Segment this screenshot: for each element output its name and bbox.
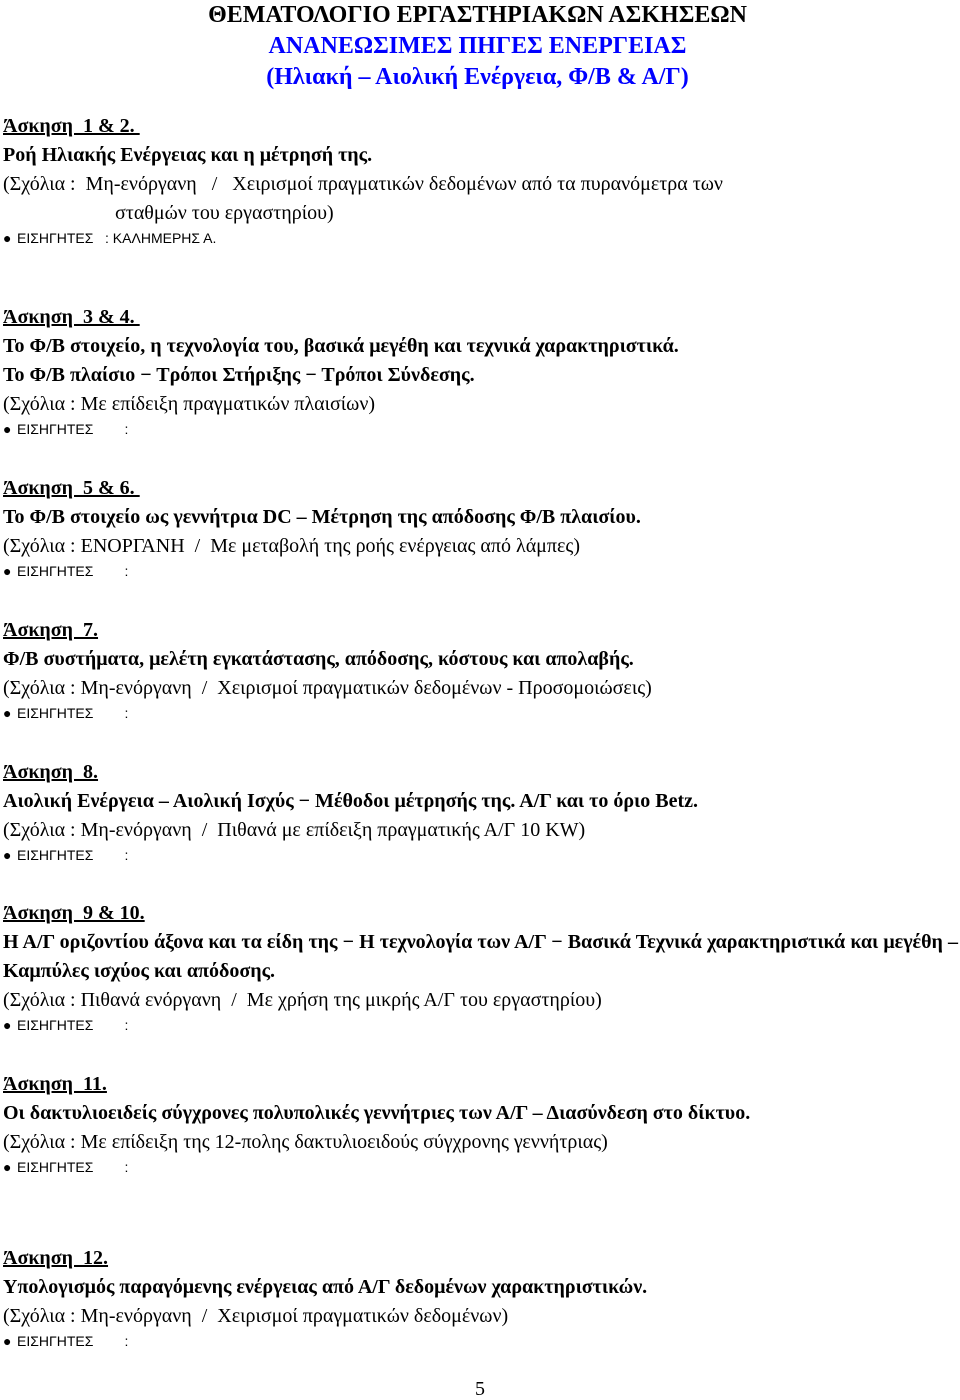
exercise-title: Αιολική Ενέργεια – Αιολική Ισχύς − Μέθοδοι μέτρησής της. Α/Γ και το όριο Betz. xyxy=(3,790,698,812)
instructor-line xyxy=(3,229,958,247)
page-number: 5 xyxy=(475,1378,485,1400)
instructor-line xyxy=(3,562,958,580)
exercise-section xyxy=(3,474,958,580)
exercise-section xyxy=(3,112,958,247)
instructor-label: ΕΙΣΗΓΗΤΕΣ : ΚΑΛΗΜΕΡΗΣ Α. xyxy=(17,230,217,246)
exercise-section xyxy=(3,303,958,438)
instructor-label: ΕΙΣΗΓΗΤΕΣ : xyxy=(17,705,129,721)
instructor-line xyxy=(3,846,958,864)
exercise-heading: Άσκηση 5 & 6. xyxy=(3,477,140,499)
instructor-label: ΕΙΣΗΓΗΤΕΣ : xyxy=(17,1159,129,1175)
instructor-label: ΕΙΣΗΓΗΤΕΣ : xyxy=(17,847,129,863)
exercise-heading: Άσκηση 12. xyxy=(3,1247,109,1269)
document-title xyxy=(0,0,960,93)
title-line-2: ΑΝΑΝΕΩΣΙΜΕΣ ΠΗΓΕΣ ΕΝΕΡΓΕΙΑΣ xyxy=(268,33,687,59)
exercise-title: Υπολογισμός παραγόμενης ενέργειας από Α/Γ δεδομένων χαρακτηριστικών. xyxy=(3,1276,648,1298)
exercise-comment: (Σχόλια : Μη-ενόργανη / Πιθανά με επίδειξη πραγματικής Α/Γ 10 KW) xyxy=(3,819,586,841)
exercise-title: Ροή Ηλιακής Ενέργειας και η μέτρησή της. xyxy=(3,144,373,166)
title-line-1: ΘΕΜΑΤΟΛΟΓΙΟ ΕΡΓΑΣΤΗΡΙΑΚΩΝ ΑΣΚΗΣΕΩΝ xyxy=(208,2,747,28)
bullet-icon: ● xyxy=(3,230,12,246)
instructor-line xyxy=(3,704,958,722)
exercise-section xyxy=(3,899,958,1034)
exercise-heading: Άσκηση 9 & 10. xyxy=(3,902,145,924)
exercise-comment: (Σχόλια : Πιθανά ενόργανη / Με χρήση της μικρής Α/Γ του εργαστηρίου) xyxy=(3,989,602,1011)
exercise-title: Φ/Β συστήματα, μελέτη εγκατάστασης, απόδοσης, κόστους και απολαβής. xyxy=(3,648,634,670)
exercise-section xyxy=(3,616,958,722)
instructor-line xyxy=(3,420,958,438)
exercise-comment: (Σχόλια : Με επίδειξη της 12-πολης δακτυλιοειδούς σύγχρονης γεννήτριας) xyxy=(3,1131,608,1153)
bullet-icon: ● xyxy=(3,1159,12,1175)
instructor-line xyxy=(3,1332,958,1350)
exercise-section xyxy=(3,758,958,864)
exercise-heading: Άσκηση 1 & 2. xyxy=(3,115,140,137)
exercise-title: Το Φ/Β στοιχείο, η τεχνολογία του, βασικά μεγέθη και τεχνικά χαρακτηριστικά. xyxy=(3,335,679,357)
exercise-title: Η Α/Γ οριζοντίου άξονα και τα είδη της − Η τεχνολογία των Α/Γ − Βασικά Τεχνικά χαρακτηριστικά και μεγέθη – Καμπύλες ισχύος και απόδοσης. xyxy=(3,931,958,982)
exercise-comment: (Σχόλια : Μη-ενόργανη / Χειρισμοί πραγματικών δεδομένων από τα πυρανόμετρα των xyxy=(3,173,723,195)
instructor-label: ΕΙΣΗΓΗΤΕΣ : xyxy=(17,1017,129,1033)
exercise-title: Το Φ/Β πλαίσιο − Τρόποι Στήριξης − Τρόποι Σύνδεσης. xyxy=(3,364,475,386)
instructor-line xyxy=(3,1158,958,1176)
bullet-icon: ● xyxy=(3,1333,12,1349)
bullet-icon: ● xyxy=(3,563,12,579)
exercise-comment: (Σχόλια : Μη-ενόργανη / Χειρισμοί πραγματικών δεδομένων - Προσομοιώσεις) xyxy=(3,677,652,699)
instructor-label: ΕΙΣΗΓΗΤΕΣ : xyxy=(17,1333,129,1349)
bullet-icon: ● xyxy=(3,847,12,863)
instructor-label: ΕΙΣΗΓΗΤΕΣ : xyxy=(17,563,129,579)
bullet-icon: ● xyxy=(3,705,12,721)
exercise-title: Οι δακτυλιοειδείς σύγχρονες πολυπολικές γεννήτριες των Α/Γ – Διασύνδεση στο δίκτυο. xyxy=(3,1102,751,1124)
exercise-title: Το Φ/Β στοιχείο ως γεννήτρια DC – Μέτρηση της απόδοσης Φ/Β πλαισίου. xyxy=(3,506,641,528)
exercise-comment-continuation: σταθμών του εργαστηρίου) xyxy=(115,202,334,224)
title-line-3: (Ηλιακή – Αιολική Ενέργεια, Φ/Β & Α/Γ) xyxy=(266,64,689,90)
exercise-heading: Άσκηση 11. xyxy=(3,1073,107,1095)
instructor-line xyxy=(3,1016,958,1034)
exercise-comment: (Σχόλια : ΕΝΟΡΓΑΝΗ / Με μεταβολή της ροής ενέργειας από λάμπες) xyxy=(3,535,580,557)
exercise-heading: Άσκηση 3 & 4. xyxy=(3,306,140,328)
instructor-label: ΕΙΣΗΓΗΤΕΣ : xyxy=(17,421,129,437)
exercise-comment: (Σχόλια : Μη-ενόργανη / Χειρισμοί πραγματικών δεδομένων) xyxy=(3,1305,509,1327)
bullet-icon: ● xyxy=(3,1017,12,1033)
exercise-heading: Άσκηση 8. xyxy=(3,761,99,783)
exercise-heading: Άσκηση 7. xyxy=(3,619,99,641)
exercise-section xyxy=(3,1244,958,1350)
exercise-section xyxy=(3,1070,958,1176)
exercise-comment: (Σχόλια : Με επίδειξη πραγματικών πλαισίων) xyxy=(3,393,376,415)
bullet-icon: ● xyxy=(3,421,12,437)
